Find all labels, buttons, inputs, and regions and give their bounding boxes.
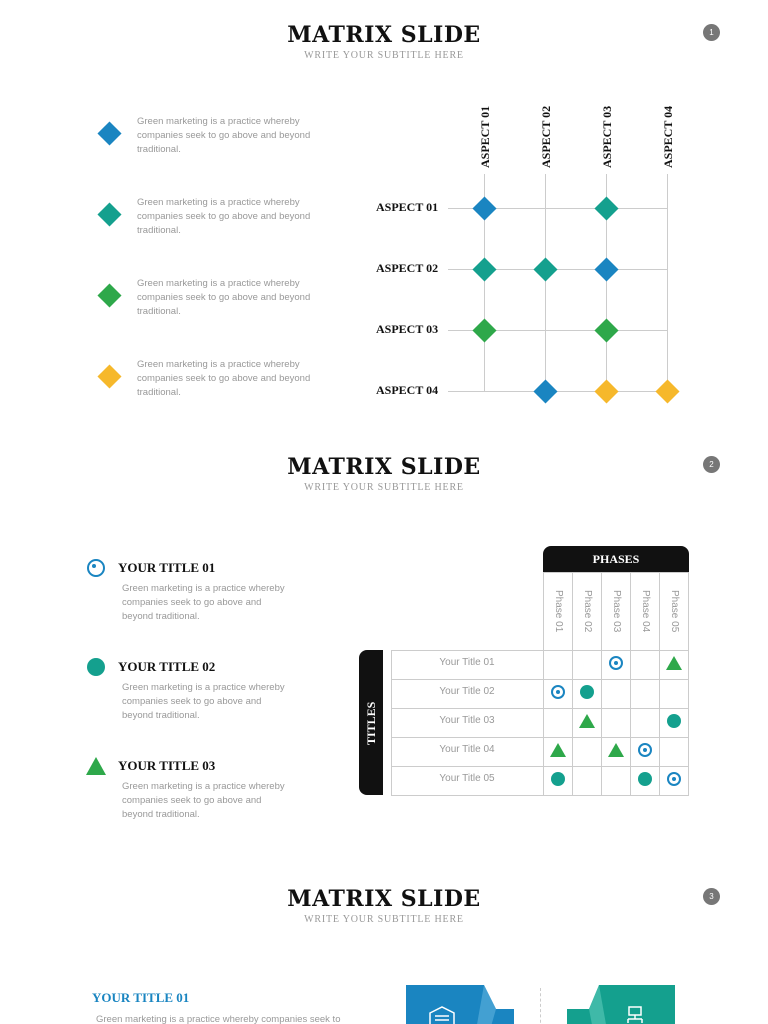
legend-diamond-icon bbox=[97, 202, 121, 226]
legend-diamond-icon bbox=[97, 121, 121, 145]
legend-title: YOUR TITLE 03 bbox=[118, 758, 216, 773]
phase-label: Phase 02 bbox=[582, 590, 593, 633]
legend-diamond-icon bbox=[97, 364, 121, 388]
slide-2 bbox=[0, 432, 768, 864]
corner-cell bbox=[392, 573, 544, 651]
grid-cell bbox=[602, 709, 631, 738]
triangle-icon bbox=[666, 656, 682, 670]
matrix-diamond-icon bbox=[655, 379, 679, 403]
divider bbox=[540, 988, 541, 1024]
ring-icon bbox=[87, 559, 105, 577]
matrix-diamond-icon bbox=[472, 318, 496, 342]
grid-cell bbox=[660, 680, 689, 709]
item-title: YOUR TITLE 01 bbox=[92, 990, 190, 1005]
ring-icon bbox=[638, 743, 652, 757]
legend-diamond-icon bbox=[97, 283, 121, 307]
grid-cell bbox=[573, 738, 602, 767]
grid-cell bbox=[573, 767, 602, 796]
blue-card-shape bbox=[406, 985, 514, 1024]
grid-cell bbox=[631, 651, 660, 680]
teal-card bbox=[567, 985, 675, 1024]
grid-cell bbox=[573, 651, 602, 680]
row-label: ASPECT 01 bbox=[376, 200, 439, 214]
slide-1 bbox=[0, 0, 768, 432]
column-label: ASPECT 01 bbox=[478, 105, 492, 168]
row-label: ASPECT 02 bbox=[376, 261, 439, 275]
grid-cell bbox=[631, 680, 660, 709]
document-icon bbox=[428, 1005, 456, 1024]
grid-cell bbox=[660, 738, 689, 767]
legend-title: YOUR TITLE 01 bbox=[118, 560, 216, 575]
row-title: Your Title 01 bbox=[439, 657, 495, 668]
slide-title: MATRIX SLIDE bbox=[287, 886, 481, 912]
legend-text: Green marketing is a practice whereby companies seek to go above and beyond traditional. bbox=[122, 781, 285, 820]
legend-text: Green marketing is a practice whereby companies seek to go above and beyond traditional. bbox=[122, 682, 285, 721]
teal-card-shape bbox=[567, 985, 675, 1024]
legend-text: Green marketing is a practice whereby companies seek to go above and beyond traditional. bbox=[137, 116, 311, 155]
row-label: ASPECT 04 bbox=[376, 383, 439, 397]
matrix-diamond-icon bbox=[594, 318, 618, 342]
slide-3 bbox=[0, 864, 768, 1024]
matrix-diamond-icon bbox=[472, 196, 496, 220]
grid-cell bbox=[631, 709, 660, 738]
network-icon bbox=[625, 1005, 645, 1024]
slide-subtitle: WRITE YOUR SUBTITLE HERE bbox=[304, 914, 464, 925]
ring-icon bbox=[551, 685, 565, 699]
triangle-icon bbox=[608, 743, 624, 757]
titles-header bbox=[359, 650, 383, 795]
slide-title: MATRIX SLIDE bbox=[287, 454, 481, 480]
legend-text: Green marketing is a practice whereby companies seek to go above and beyond traditional. bbox=[122, 583, 285, 622]
grid-cell bbox=[602, 767, 631, 796]
dot-icon bbox=[667, 714, 681, 728]
phase-label: Phase 04 bbox=[640, 590, 651, 633]
row-title: Your Title 05 bbox=[439, 773, 495, 784]
matrix-diamond-icon bbox=[472, 257, 496, 281]
slide-subtitle: WRITE YOUR SUBTITLE HERE bbox=[304, 482, 464, 493]
phase-label: Phase 05 bbox=[669, 590, 680, 633]
dot-icon bbox=[87, 658, 105, 676]
phase-label: Phase 01 bbox=[553, 590, 564, 633]
slide-number-badge: 2 bbox=[703, 456, 720, 473]
slide-title: MATRIX SLIDE bbox=[287, 22, 481, 48]
legend-text: Green marketing is a practice whereby companies seek to go above and beyond traditional. bbox=[137, 278, 311, 317]
grid-line bbox=[667, 174, 668, 392]
ring-icon bbox=[609, 656, 623, 670]
matrix-diamond-icon bbox=[533, 257, 557, 281]
titles-header-label: TITLES bbox=[364, 701, 378, 745]
column-label: ASPECT 02 bbox=[539, 105, 553, 168]
grid-cell bbox=[544, 709, 573, 738]
row-title: Your Title 03 bbox=[439, 715, 495, 726]
dot-icon bbox=[638, 772, 652, 786]
column-label: ASPECT 04 bbox=[661, 105, 675, 168]
matrix-diamond-icon bbox=[594, 379, 618, 403]
phases-header: PHASES bbox=[543, 546, 689, 572]
matrix-diamond-icon bbox=[594, 196, 618, 220]
item-description: Green marketing is a practice whereby companies seek to bbox=[96, 1014, 341, 1024]
row-title: Your Title 02 bbox=[439, 686, 495, 697]
matrix-diamond-icon bbox=[533, 379, 557, 403]
slide-number-badge: 1 bbox=[703, 24, 720, 41]
phase-label: Phase 03 bbox=[611, 590, 622, 633]
dot-icon bbox=[580, 685, 594, 699]
ring-icon bbox=[667, 772, 681, 786]
grid-line bbox=[448, 391, 668, 392]
row-title: Your Title 04 bbox=[439, 744, 495, 755]
legend-title: YOUR TITLE 02 bbox=[118, 659, 216, 674]
column-label: ASPECT 03 bbox=[600, 105, 614, 168]
dot-icon bbox=[551, 772, 565, 786]
grid-cell bbox=[544, 651, 573, 680]
triangle-icon bbox=[86, 757, 106, 775]
triangle-icon bbox=[550, 743, 566, 757]
row-label: ASPECT 03 bbox=[376, 322, 439, 336]
blue-card bbox=[406, 985, 514, 1024]
slide-subtitle: WRITE YOUR SUBTITLE HERE bbox=[304, 50, 464, 61]
grid-line bbox=[545, 174, 546, 392]
slide-number-badge: 3 bbox=[703, 888, 720, 905]
grid-cell bbox=[602, 680, 631, 709]
matrix-diamond-icon bbox=[594, 257, 618, 281]
triangle-icon bbox=[579, 714, 595, 728]
legend-text: Green marketing is a practice whereby companies seek to go above and beyond traditional. bbox=[137, 197, 311, 236]
legend-text: Green marketing is a practice whereby companies seek to go above and beyond traditional. bbox=[137, 359, 311, 398]
